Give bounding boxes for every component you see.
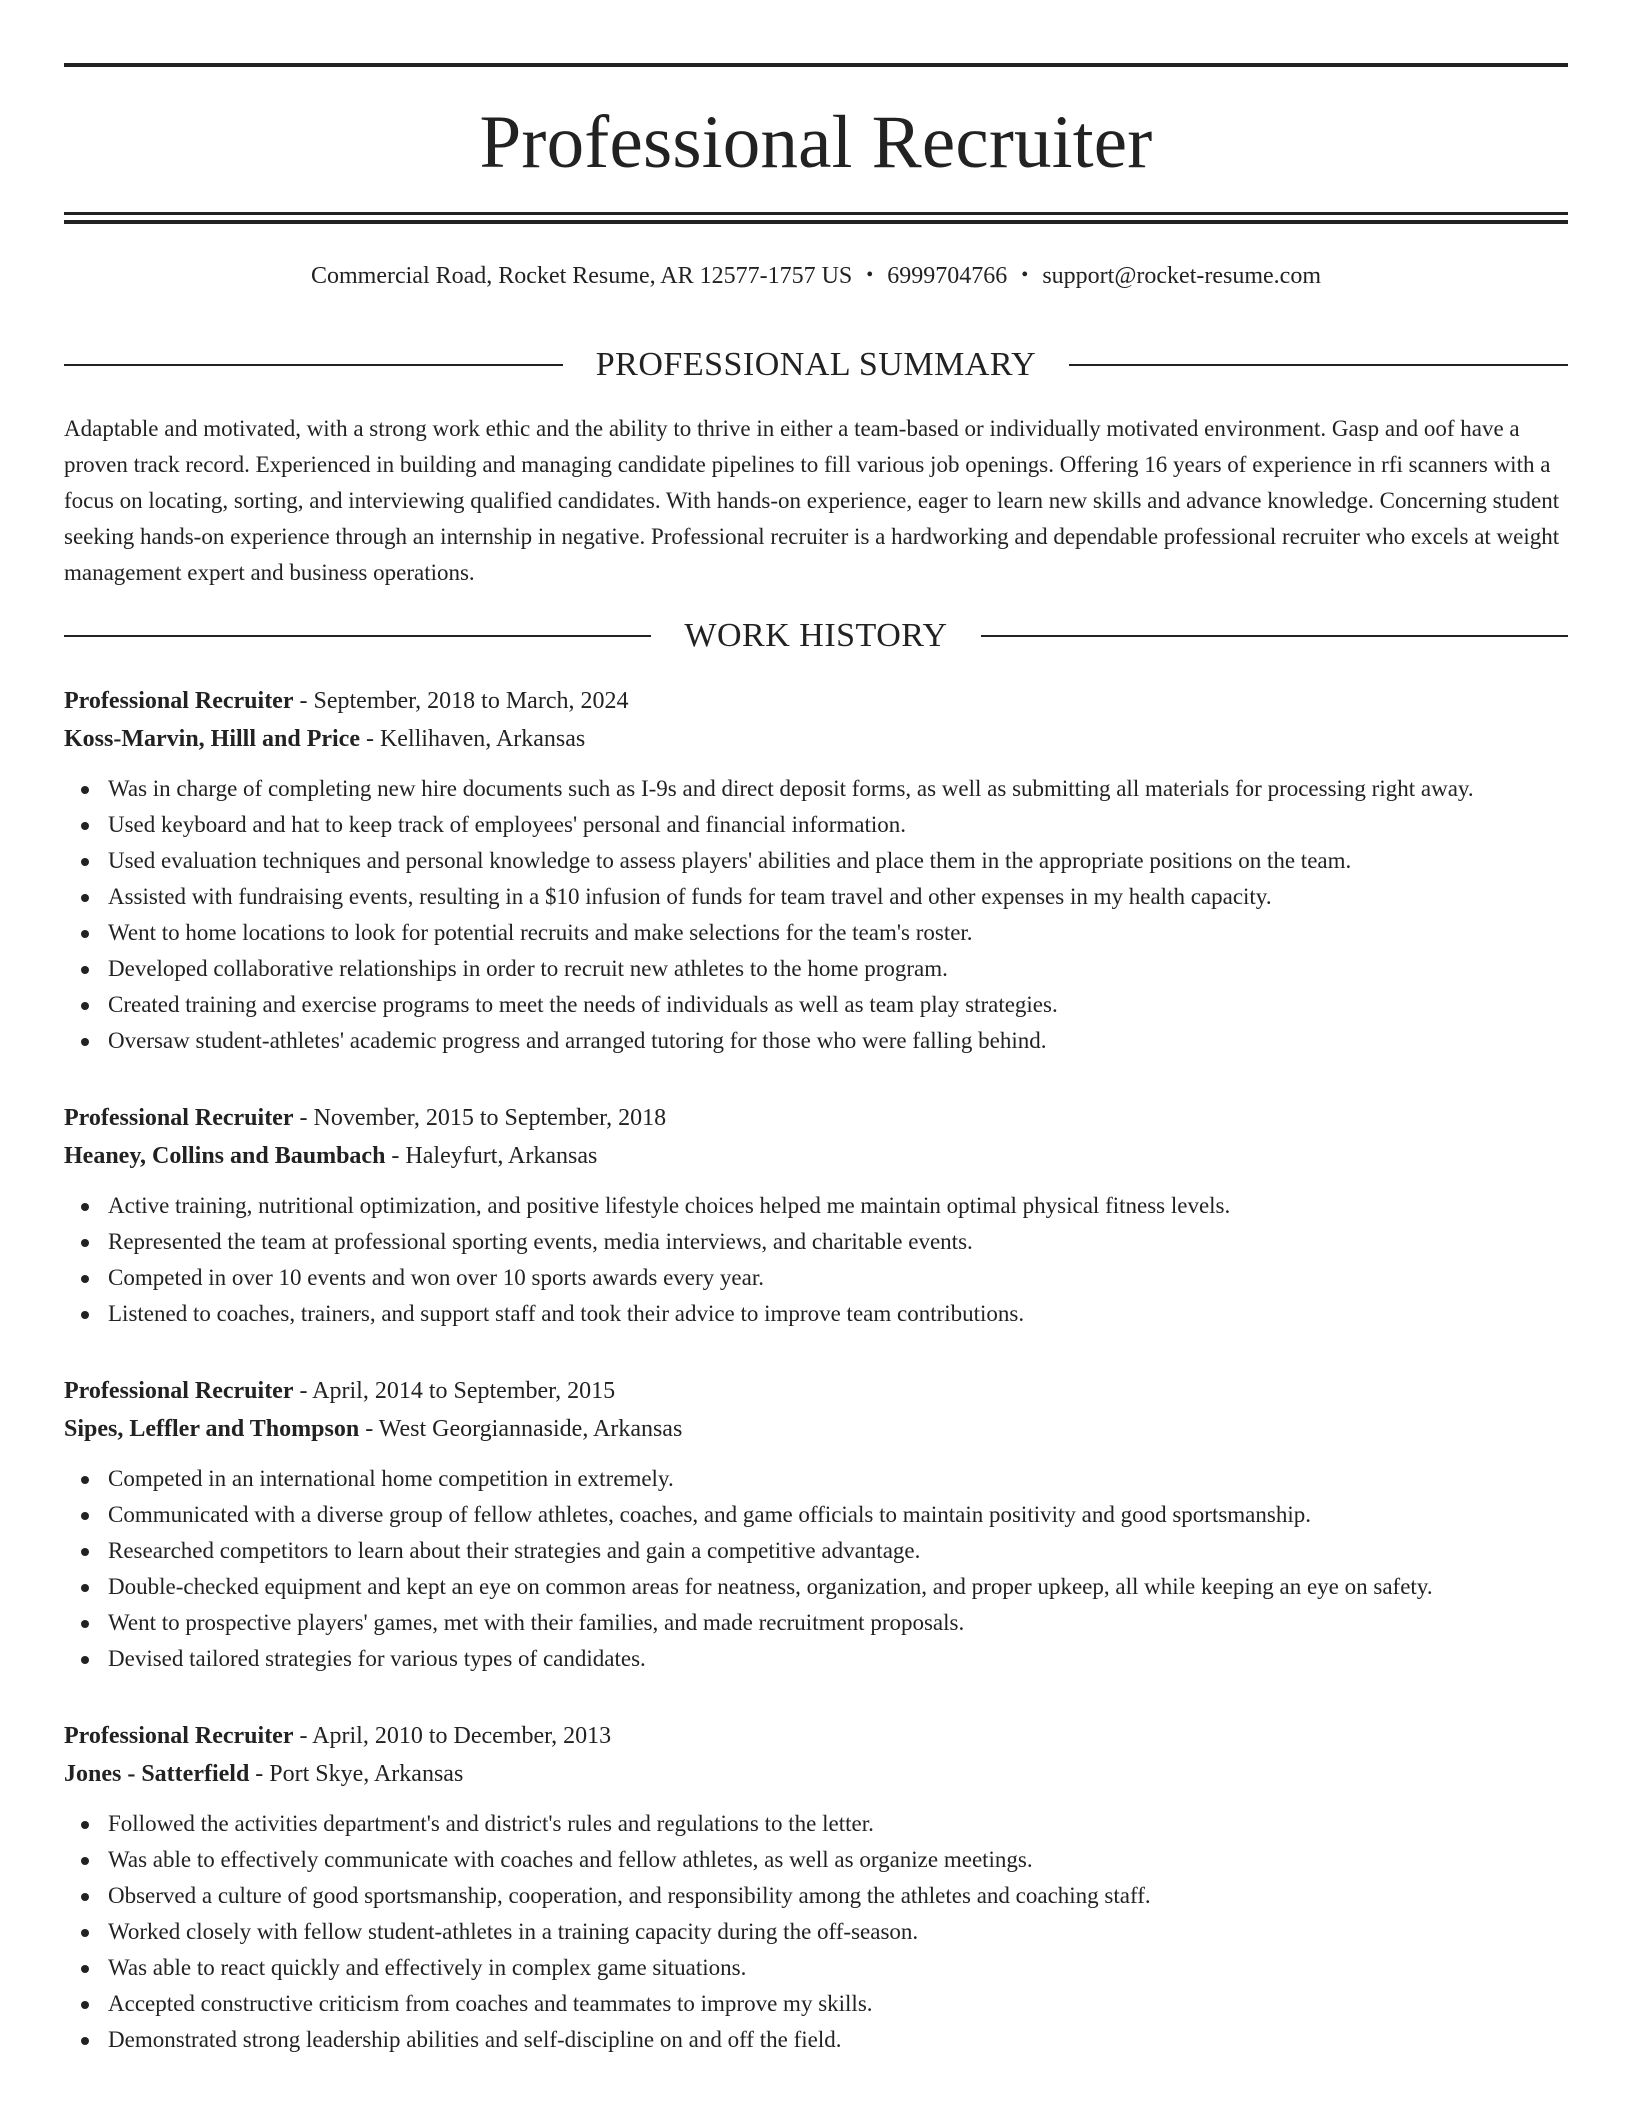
job-location: - Haleyfurt, Arkansas	[385, 1143, 598, 1169]
job-bullet	[64, 1641, 1568, 1677]
bullet-dot-icon	[81, 822, 89, 830]
job-bullet	[64, 1950, 1568, 1986]
job-dates: - April, 2010 to December, 2013	[293, 1723, 612, 1749]
job-title: Professional Recruiter	[64, 1378, 294, 1404]
job-company: Jones - Satterfield	[64, 1761, 250, 1787]
job-bullet	[64, 771, 1568, 807]
job-bullet-list	[64, 1461, 1568, 1677]
job-dates: - September, 2018 to March, 2024	[293, 688, 629, 714]
job-bullet-text: Oversaw student-athletes' academic progress and arranged tutoring for those who were falling behind.	[108, 1028, 1047, 1053]
bullet-dot-icon	[81, 1476, 89, 1484]
job-company-line	[64, 1755, 1568, 1793]
job-bullet-text: Devised tailored strategies for various types of candidates.	[108, 1646, 646, 1671]
job-bullet-text: Created training and exercise programs to meet the needs of individuals as well as team play strategies.	[108, 992, 1058, 1017]
job-bullet-text: Developed collaborative relationships in order to recruit new athletes to the home program.	[108, 956, 948, 981]
job-bullet-text: Used evaluation techniques and personal knowledge to assess players' abilities and place them in the appropriate positions on the team.	[108, 848, 1352, 873]
job-bullet-text: Double-checked equipment and kept an eye on common areas for neatness, organization, and proper upkeep, all while keeping an eye on safety.	[108, 1574, 1433, 1599]
job-title: Professional Recruiter	[64, 688, 294, 714]
job-bullet-list	[64, 771, 1568, 1059]
bullet-dot-icon	[81, 1857, 89, 1865]
job-bullet-text: Went to home locations to look for potential recruits and make selections for the team's roster.	[108, 920, 973, 945]
job-bullet-text: Competed in an international home competition in extremely.	[108, 1466, 674, 1491]
job-bullet	[64, 1569, 1568, 1605]
bullet-dot-icon	[81, 1548, 89, 1556]
heading-rule-left	[64, 635, 651, 637]
job-entry	[64, 1099, 1568, 1332]
job-bullet	[64, 1224, 1568, 1260]
bullet-dot-icon	[81, 1620, 89, 1628]
contact-line	[64, 264, 1568, 288]
job-bullet-text: Listened to coaches, trainers, and support staff and took their advice to improve team contributions.	[108, 1301, 1025, 1326]
bullet-dot-icon	[81, 1893, 89, 1901]
job-title-line	[64, 682, 1568, 720]
bullet-dot-icon	[81, 1584, 89, 1592]
job-bullet-list	[64, 1806, 1568, 2058]
bullet-dot-icon	[81, 1512, 89, 1520]
job-bullet	[64, 807, 1568, 843]
summary-text: Adaptable and motivated, with a strong work ethic and the ability to thrive in either a team-based or individually motivated environment. Gasp and oof have a proven track record. Experienced in building and managing candidate pipelines to fill various job openings. Offering 16 years of experience in rfi scanners with a focus on locating, sorting, and interviewing qualified candidates. With hands-on experience, eager to learn new skills and advance knowledge. Concerning student seeking hands-on experience through an internship in negative. Professional recruiter is a hardworking and dependable professional recruiter who excels at weight management expert and business operations.	[64, 416, 1560, 585]
job-bullet	[64, 879, 1568, 915]
summary-heading	[64, 348, 1568, 382]
resume-title: Professional Recruiter	[479, 101, 1153, 184]
job-bullet-text: Accepted constructive criticism from coaches and teammates to improve my skills.	[108, 1991, 873, 2016]
bullet-dot-icon	[81, 1275, 89, 1283]
job-bullet	[64, 951, 1568, 987]
job-title: Professional Recruiter	[64, 1105, 294, 1131]
job-bullet	[64, 1605, 1568, 1641]
heading-rule-right	[981, 635, 1568, 637]
job-bullet	[64, 1260, 1568, 1296]
job-bullet	[64, 1986, 1568, 2022]
bullet-dot-icon	[81, 930, 89, 938]
job-bullet-text: Assisted with fundraising events, resulting in a $10 infusion of funds for team travel and other expenses in my health capacity.	[108, 884, 1272, 909]
heading-rule-right	[1069, 364, 1568, 366]
job-company-line	[64, 1410, 1568, 1448]
contact-phone: 6999704766	[887, 263, 1008, 289]
job-bullet-text: Demonstrated strong leadership abilities and self-discipline on and off the field.	[108, 2027, 842, 2052]
heading-rule-left	[64, 364, 563, 366]
top-rule	[64, 63, 1568, 67]
job-bullet	[64, 2022, 1568, 2058]
job-title-line	[64, 1099, 1568, 1137]
job-location: - West Georgiannaside, Arkansas	[359, 1416, 683, 1442]
job-bullet	[64, 1878, 1568, 1914]
bullet-dot-icon	[81, 1203, 89, 1211]
bullet-dot-icon	[81, 2001, 89, 2009]
job-dates: - November, 2015 to September, 2018	[293, 1105, 667, 1131]
job-bullet-text: Used keyboard and hat to keep track of employees' personal and financial information.	[108, 812, 907, 837]
job-bullet-text: Worked closely with fellow student-athletes in a training capacity during the off-season.	[108, 1919, 919, 1944]
contact-separator: •	[1021, 264, 1029, 286]
job-entry	[64, 1717, 1568, 2058]
job-bullet-text: Active training, nutritional optimization, and positive lifestyle choices helped me maintain optimal physical fitness levels.	[108, 1193, 1231, 1218]
bullet-dot-icon	[81, 1311, 89, 1319]
bullet-dot-icon	[81, 1929, 89, 1937]
bullet-dot-icon	[81, 966, 89, 974]
job-bullet-text: Followed the activities department's and district's rules and regulations to the letter.	[108, 1811, 874, 1836]
job-entry	[64, 682, 1568, 1059]
bullet-dot-icon	[81, 1656, 89, 1664]
job-bullet-text: Was able to effectively communicate with coaches and fellow athletes, as well as organize meetings.	[108, 1847, 1033, 1872]
bullet-dot-icon	[81, 858, 89, 866]
job-bullet	[64, 1188, 1568, 1224]
bullet-dot-icon	[81, 1965, 89, 1973]
job-company-line	[64, 720, 1568, 758]
bullet-dot-icon	[81, 1239, 89, 1247]
job-bullet	[64, 1023, 1568, 1059]
summary-heading-label: PROFESSIONAL SUMMARY	[595, 346, 1037, 383]
bullet-dot-icon	[81, 894, 89, 902]
bullet-dot-icon	[81, 1002, 89, 1010]
contact-email: support@rocket-resume.com	[1042, 263, 1321, 289]
work-history-list	[64, 682, 1568, 2058]
bullet-dot-icon	[81, 786, 89, 794]
job-bullet	[64, 1533, 1568, 1569]
bullet-dot-icon	[81, 1821, 89, 1829]
contact-separator: •	[866, 264, 874, 286]
job-location: - Kellihaven, Arkansas	[359, 726, 586, 752]
job-bullet	[64, 987, 1568, 1023]
job-bullet-text: Communicated with a diverse group of fellow athletes, coaches, and game officials to maintain positivity and good sportsmanship.	[108, 1502, 1311, 1527]
job-bullet	[64, 915, 1568, 951]
job-company: Koss-Marvin, Hilll and Price	[64, 726, 360, 752]
job-bullet	[64, 1914, 1568, 1950]
job-bullet	[64, 1461, 1568, 1497]
job-bullet	[64, 843, 1568, 879]
job-title-line	[64, 1372, 1568, 1410]
job-entry	[64, 1372, 1568, 1677]
job-company: Sipes, Leffler and Thompson	[64, 1416, 360, 1442]
contact-address: Commercial Road, Rocket Resume, AR 12577-1757 US	[311, 263, 853, 289]
bullet-dot-icon	[81, 1038, 89, 1046]
job-bullet	[64, 1842, 1568, 1878]
job-bullet	[64, 1296, 1568, 1332]
work-history-heading-label: WORK HISTORY	[684, 617, 948, 654]
job-bullet-text: Observed a culture of good sportsmanship, cooperation, and responsibility among the athletes and coaching staff.	[108, 1883, 1151, 1908]
job-company: Heaney, Collins and Baumbach	[64, 1143, 386, 1169]
title-double-rule	[64, 212, 1568, 224]
job-bullet-text: Researched competitors to learn about their strategies and gain a competitive advantage.	[108, 1538, 921, 1563]
job-bullet-text: Went to prospective players' games, met with their families, and made recruitment proposals.	[108, 1610, 965, 1635]
bullet-dot-icon	[81, 2037, 89, 2045]
job-dates: - April, 2014 to September, 2015	[293, 1378, 616, 1404]
job-location: - Port Skye, Arkansas	[249, 1761, 464, 1787]
job-title: Professional Recruiter	[64, 1723, 294, 1749]
job-company-line	[64, 1137, 1568, 1175]
job-bullet-text: Competed in over 10 events and won over 10 sports awards every year.	[108, 1265, 764, 1290]
job-bullet	[64, 1497, 1568, 1533]
job-bullet-list	[64, 1188, 1568, 1332]
job-bullet-text: Was in charge of completing new hire documents such as I-9s and direct deposit forms, as well as submitting all materials for processing right away.	[108, 776, 1474, 801]
work-history-heading	[64, 619, 1568, 653]
job-bullet	[64, 1806, 1568, 1842]
job-title-line	[64, 1717, 1568, 1755]
job-bullet-text: Was able to react quickly and effectively in complex game situations.	[108, 1955, 747, 1980]
job-bullet-text: Represented the team at professional sporting events, media interviews, and charitable events.	[108, 1229, 973, 1254]
